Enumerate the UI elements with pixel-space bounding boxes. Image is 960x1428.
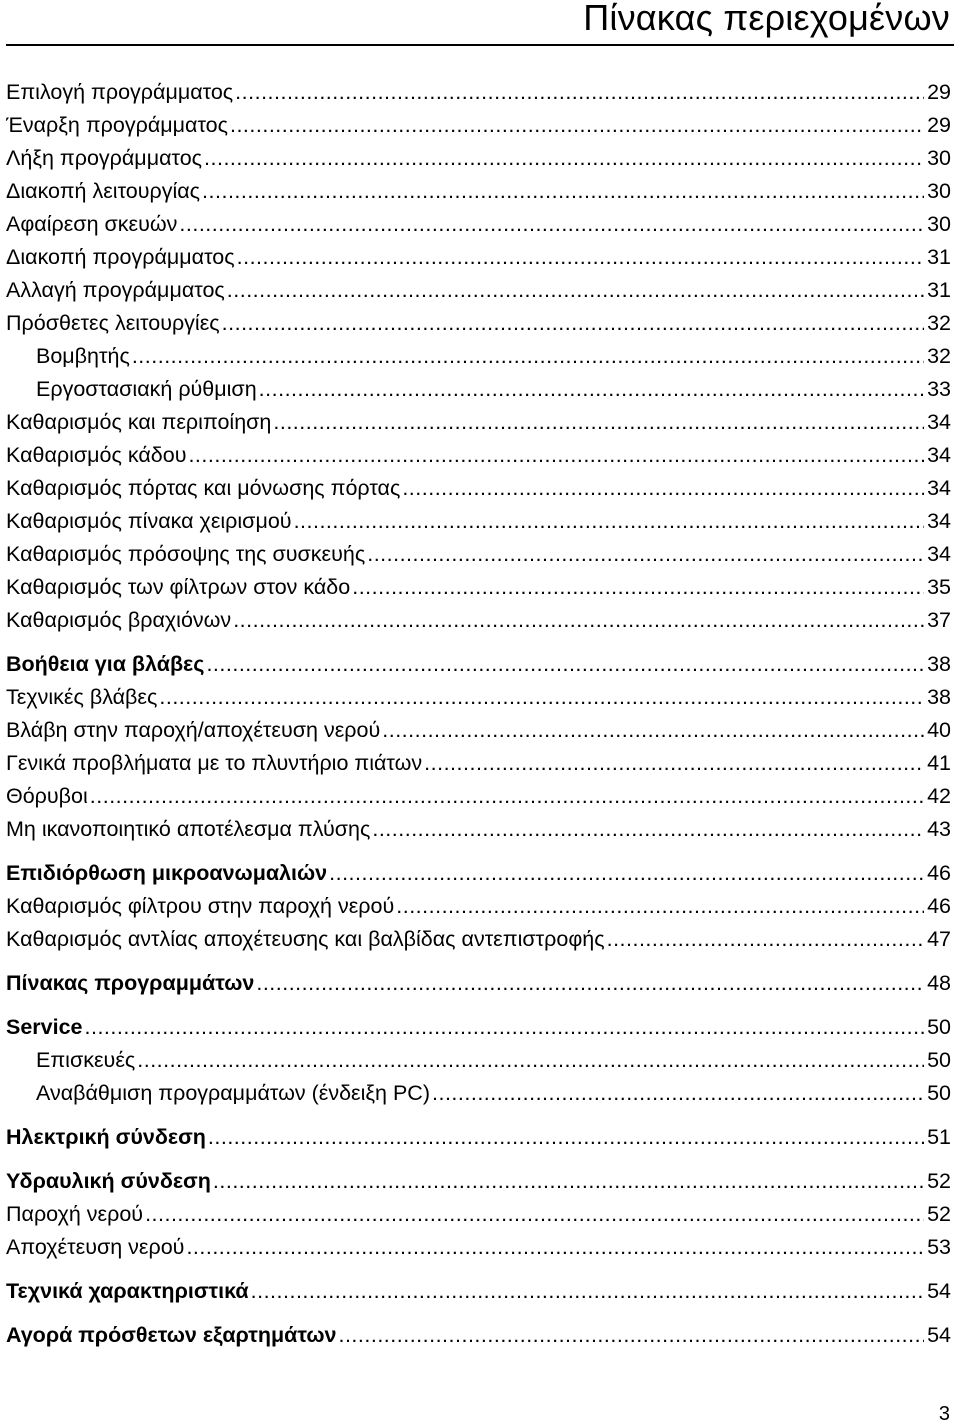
toc-entry-label: Βλάβη στην παροχή/αποχέτευση νερού bbox=[6, 718, 381, 742]
toc-entry[interactable] bbox=[6, 648, 951, 681]
toc-entry-page: 41 bbox=[927, 751, 951, 775]
toc-entry-page: 34 bbox=[927, 476, 951, 500]
dot-leader bbox=[204, 142, 924, 175]
dot-leader bbox=[90, 780, 924, 813]
toc-entry-label: Τεχνικές βλάβες bbox=[6, 685, 158, 709]
dot-leader bbox=[202, 175, 924, 208]
toc-entry[interactable] bbox=[6, 340, 951, 373]
toc-entry-label: Καθαρισμός των φίλτρων στον κάδο bbox=[6, 575, 351, 599]
toc-entry[interactable] bbox=[6, 274, 951, 307]
toc-entry[interactable] bbox=[6, 76, 951, 109]
toc-entry[interactable] bbox=[6, 439, 951, 472]
toc-entry-page: 50 bbox=[927, 1081, 951, 1105]
toc-entry-label: Εργοστασιακή ρύθμιση bbox=[36, 377, 257, 401]
toc-entry[interactable] bbox=[6, 747, 951, 780]
dot-leader bbox=[206, 648, 924, 681]
toc-entry[interactable] bbox=[6, 780, 951, 813]
toc-entry-page: 52 bbox=[927, 1169, 951, 1193]
toc-entry-page: 48 bbox=[927, 971, 951, 995]
toc-entry[interactable] bbox=[6, 208, 951, 241]
toc-entry-label: Λήξη προγράμματος bbox=[6, 146, 203, 170]
page-number: 3 bbox=[938, 1403, 950, 1425]
toc-entry-label: Θόρυβοι bbox=[6, 784, 88, 808]
dot-leader bbox=[329, 857, 924, 890]
dot-leader bbox=[367, 538, 924, 571]
dot-leader bbox=[338, 1319, 924, 1352]
toc-entry-page: 46 bbox=[927, 894, 951, 918]
toc-entry-label: Τεχνικά χαρακτηριστικά bbox=[6, 1279, 249, 1303]
toc-entry-label: Αλλαγή προγράμματος bbox=[6, 278, 225, 302]
dot-leader bbox=[145, 1198, 924, 1231]
toc-entry[interactable] bbox=[6, 1121, 951, 1154]
toc-entry-label: Πίνακας προγραμμάτων bbox=[6, 971, 255, 995]
toc-entry-page: 30 bbox=[927, 212, 951, 236]
dot-leader bbox=[188, 439, 924, 472]
toc-entry-page: 52 bbox=[927, 1202, 951, 1226]
toc-entry[interactable] bbox=[6, 538, 951, 571]
toc-entry-page: 42 bbox=[927, 784, 951, 808]
toc-entry[interactable] bbox=[6, 1011, 951, 1044]
toc-entry[interactable] bbox=[6, 857, 951, 890]
page-title: Πίνακας περιεχομένων bbox=[583, 0, 950, 38]
dot-leader bbox=[159, 681, 924, 714]
toc-entry-page: 34 bbox=[927, 443, 951, 467]
toc-entry[interactable] bbox=[6, 571, 951, 604]
toc-entry-page: 32 bbox=[927, 344, 951, 368]
dot-leader bbox=[237, 241, 924, 274]
dot-leader bbox=[607, 923, 924, 956]
dot-leader bbox=[294, 505, 925, 538]
toc-entry-page: 40 bbox=[927, 718, 951, 742]
toc-entry-page: 31 bbox=[927, 245, 951, 269]
toc-entry-page: 34 bbox=[927, 410, 951, 434]
toc-entry-label: Επιδιόρθωση μικροανωμαλιών bbox=[6, 861, 328, 885]
toc-entry-label: Καθαρισμός και περιποίηση bbox=[6, 410, 272, 434]
toc-entry-page: 38 bbox=[927, 685, 951, 709]
toc-entry-page: 51 bbox=[927, 1125, 951, 1149]
toc-entry-page: 53 bbox=[927, 1235, 951, 1259]
toc-entry[interactable] bbox=[6, 1198, 951, 1231]
toc-entry[interactable] bbox=[6, 967, 951, 1000]
dot-leader bbox=[259, 373, 924, 406]
toc-entry-page: 31 bbox=[927, 278, 951, 302]
dot-leader bbox=[396, 890, 924, 923]
toc-entry-label: Γενικά προβλήματα με το πλυντήριο πιάτων bbox=[6, 751, 423, 775]
dot-leader bbox=[230, 109, 924, 142]
toc-entry[interactable] bbox=[6, 373, 951, 406]
toc-entry-label: Service bbox=[6, 1015, 83, 1039]
toc-entry-label: Υδραυλική σύνδεση bbox=[6, 1169, 211, 1193]
toc-entry-label: Αναβάθμιση προγραμμάτων (ένδειξη PC) bbox=[36, 1081, 430, 1105]
toc-entry[interactable] bbox=[6, 1077, 951, 1110]
toc-entry-label: Παροχή νερού bbox=[6, 1202, 144, 1226]
toc-entry-label: Βομβητής bbox=[36, 344, 130, 368]
toc-entry-page: 29 bbox=[927, 80, 951, 104]
toc-entry-label: Καθαρισμός πόρτας και μόνωσης πόρτας bbox=[6, 476, 401, 500]
toc-entry-page: 47 bbox=[927, 927, 951, 951]
toc-entry-label: Αποχέτευση νερού bbox=[6, 1235, 185, 1259]
toc-entry-page: 54 bbox=[927, 1323, 951, 1347]
dot-leader bbox=[424, 747, 924, 780]
toc-entry-label: Έναρξη προγράμματος bbox=[6, 113, 228, 137]
toc-entry-page: 54 bbox=[927, 1279, 951, 1303]
dot-leader bbox=[85, 1011, 925, 1044]
toc-entry-label: Βοήθεια για βλάβες bbox=[6, 652, 205, 676]
toc-entry-label: Καθαρισμός κάδου bbox=[6, 443, 187, 467]
toc-entry-label: Καθαρισμός πίνακα χειρισμού bbox=[6, 509, 292, 533]
toc-entry-label: Καθαρισμός αντλίας αποχέτευσης και βαλβίδας αντεπιστροφής bbox=[6, 927, 605, 951]
toc-entry-label: Καθαρισμός πρόσοψης της συσκευής bbox=[6, 542, 366, 566]
toc-entry-page: 30 bbox=[927, 179, 951, 203]
toc-entry[interactable] bbox=[6, 1044, 951, 1077]
toc-entry-page: 35 bbox=[927, 575, 951, 599]
toc-entry[interactable] bbox=[6, 241, 951, 274]
toc-entry[interactable] bbox=[6, 505, 951, 538]
dot-leader bbox=[256, 967, 924, 1000]
toc-entry-label: Αφαίρεση σκευών bbox=[6, 212, 178, 236]
dot-leader bbox=[179, 208, 924, 241]
dot-leader bbox=[432, 1077, 924, 1110]
toc-entry-page: 43 bbox=[927, 817, 951, 841]
dot-leader bbox=[235, 76, 924, 109]
toc-entry-label: Καθαρισμός φίλτρου στην παροχή νερού bbox=[6, 894, 395, 918]
toc-entry-page: 34 bbox=[927, 509, 951, 533]
toc-entry-page: 29 bbox=[927, 113, 951, 137]
toc-entry-label: Επιλογή προγράμματος bbox=[6, 80, 234, 104]
toc-entry-label: Αγορά πρόσθετων εξαρτημάτων bbox=[6, 1323, 337, 1347]
toc-entry[interactable] bbox=[6, 1275, 951, 1308]
toc-entry-label: Καθαρισμός βραχιόνων bbox=[6, 608, 232, 632]
dot-leader bbox=[132, 340, 924, 373]
dot-leader bbox=[186, 1231, 924, 1264]
toc-entry[interactable] bbox=[6, 923, 951, 956]
toc-entry-label: Πρόσθετες λειτουργίες bbox=[6, 311, 220, 335]
toc-entry[interactable] bbox=[6, 714, 951, 747]
toc-entry[interactable] bbox=[6, 109, 951, 142]
toc-entry[interactable] bbox=[6, 1231, 951, 1264]
dot-leader bbox=[251, 1275, 924, 1308]
toc-entry[interactable] bbox=[6, 604, 951, 637]
dot-leader bbox=[137, 1044, 924, 1077]
toc-entry[interactable] bbox=[6, 1319, 951, 1352]
dot-leader bbox=[273, 406, 924, 439]
dot-leader bbox=[402, 472, 924, 505]
toc-entry-page: 46 bbox=[927, 861, 951, 885]
toc-entry-page: 33 bbox=[927, 377, 951, 401]
table-of-contents bbox=[6, 76, 951, 1352]
dot-leader bbox=[213, 1165, 924, 1198]
toc-entry[interactable] bbox=[6, 1165, 951, 1198]
dot-leader bbox=[382, 714, 924, 747]
toc-entry-page: 38 bbox=[927, 652, 951, 676]
title-divider bbox=[6, 44, 954, 46]
dot-leader bbox=[233, 604, 924, 637]
toc-entry-page: 50 bbox=[927, 1015, 951, 1039]
dot-leader bbox=[227, 274, 924, 307]
toc-entry-label: Διακοπή λειτουργίας bbox=[6, 179, 201, 203]
toc-entry-page: 50 bbox=[927, 1048, 951, 1072]
toc-entry-page: 30 bbox=[927, 146, 951, 170]
toc-entry-page: 32 bbox=[927, 311, 951, 335]
dot-leader bbox=[372, 813, 924, 846]
toc-entry[interactable] bbox=[6, 681, 951, 714]
toc-entry[interactable] bbox=[6, 307, 951, 340]
toc-entry-page: 34 bbox=[927, 542, 951, 566]
toc-entry-label: Διακοπή προγράμματος bbox=[6, 245, 235, 269]
toc-entry-label: Ηλεκτρική σύνδεση bbox=[6, 1125, 206, 1149]
dot-leader bbox=[208, 1121, 924, 1154]
toc-entry[interactable] bbox=[6, 406, 951, 439]
toc-entry-label: Μη ικανοποιητικό αποτέλεσμα πλύσης bbox=[6, 817, 371, 841]
toc-entry[interactable] bbox=[6, 813, 951, 846]
toc-entry[interactable] bbox=[6, 472, 951, 505]
toc-entry-page: 37 bbox=[927, 608, 951, 632]
toc-entry[interactable] bbox=[6, 890, 951, 923]
toc-entry[interactable] bbox=[6, 175, 951, 208]
dot-leader bbox=[352, 571, 924, 604]
toc-entry[interactable] bbox=[6, 142, 951, 175]
toc-entry-label: Επισκευές bbox=[36, 1048, 136, 1072]
dot-leader bbox=[222, 307, 924, 340]
